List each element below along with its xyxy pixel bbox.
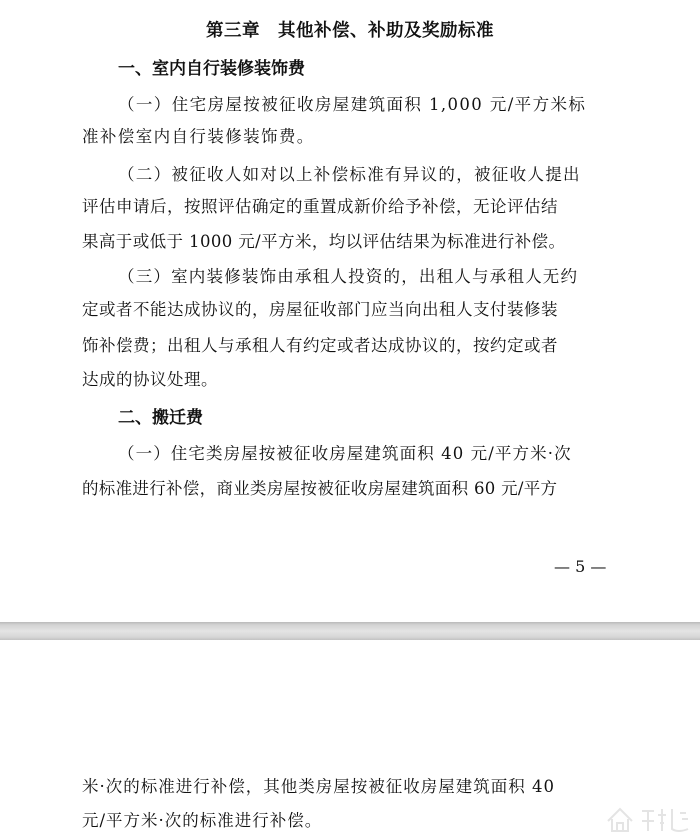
- paragraph-line: 评估申请后，按照评估确定的重置成新价给予补偿，无论评估结: [82, 197, 558, 216]
- chapter-title: 第三章 其他补偿、补助及奖励标准: [206, 21, 494, 41]
- paragraph-line: 果高于或低于 1000 元/平方米，均以评估结果为标准进行补偿。: [82, 232, 566, 251]
- paragraph-line: （一）住宅房屋按被征收房屋建筑面积 1,000 元/平方米标: [118, 95, 587, 114]
- house-logo-watermark-icon: [602, 801, 698, 835]
- paragraph-line: 定或者不能达成协议的，房屋征收部门应当向出租人支付装修装: [82, 300, 558, 319]
- paragraph-line: 饰补偿费；出租人与承租人有约定或者达成协议的，按约定或者: [82, 336, 558, 355]
- paragraph-line: 准补偿室内自行装修装饰费。: [82, 127, 315, 146]
- paragraph-line: （一）住宅类房屋按被征收房屋建筑面积 40 元/平方米·次: [118, 444, 572, 463]
- page-number: — 5 —: [554, 557, 607, 576]
- document-page-6: [0, 640, 700, 837]
- paragraph-line: 米·次的标准进行补偿，其他类房屋按被征收房屋建筑面积 40: [82, 777, 555, 796]
- paragraph-line: 元/平方米·次的标准进行补偿。: [82, 811, 323, 830]
- paragraph-line: （二）被征收人如对以上补偿标准有异议的，被征收人提出: [118, 165, 581, 184]
- section-heading-moving: 二、搬迁费: [118, 408, 203, 428]
- section-heading-decoration: 一、室内自行装修装饰费: [118, 59, 305, 79]
- page-separator: [0, 622, 700, 640]
- paragraph-line: 的标准进行补偿，商业类房屋按被征收房屋建筑面积 60 元/平方: [82, 479, 558, 498]
- paragraph-line: 达成的协议处理。: [82, 370, 218, 389]
- paragraph-line: （三）室内装修装饰由承租人投资的，出租人与承租人无约: [118, 267, 579, 286]
